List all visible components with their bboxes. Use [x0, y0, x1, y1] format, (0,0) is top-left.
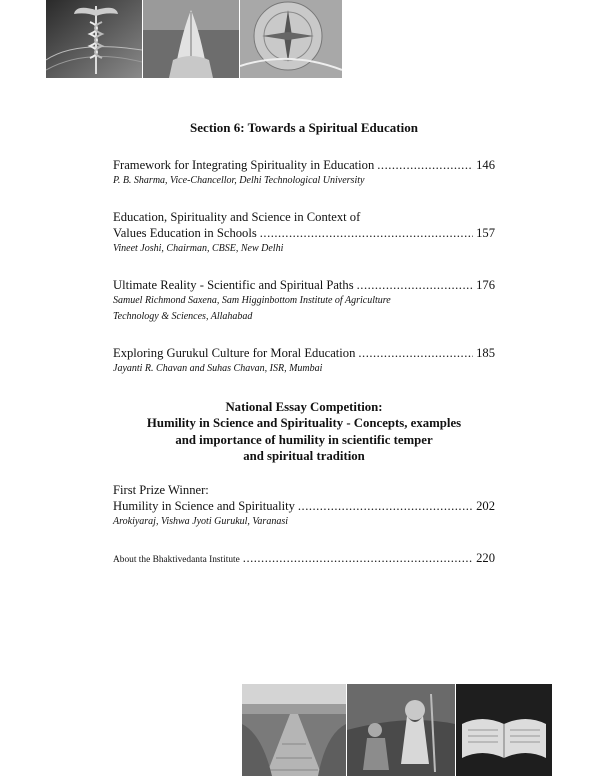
page-number: 176: [476, 278, 495, 292]
open-book-photo: [456, 684, 552, 776]
caduceus-photo: [46, 0, 142, 78]
prize-label: First Prize Winner:: [113, 483, 209, 498]
bottom-image-strip: [242, 684, 552, 776]
essay-heading-line: and spiritual tradition: [243, 448, 365, 463]
leader-dots: [377, 157, 473, 173]
praying-hands-photo: [143, 0, 239, 78]
leader-dots: [298, 498, 473, 514]
table-of-contents: [113, 120, 495, 568]
entry-author: Jayanti R. Chavan and Suhas Chavan, ISR, Mumbai: [113, 363, 323, 374]
sage-with-student-painting: [347, 684, 455, 776]
page-number: 202: [476, 499, 495, 514]
leader-dots: [260, 225, 473, 241]
essay-heading-line: Humility in Science and Spirituality - Concepts, examples: [146, 416, 462, 431]
compass-photo: [240, 0, 342, 78]
toc-entry-about[interactable]: [113, 550, 495, 568]
entry-title: Ultimate Reality - Scientific and Spiritual Paths: [113, 278, 354, 292]
essay-heading-line: National Essay Competition:: [225, 400, 383, 414]
toc-entry[interactable]: [113, 277, 495, 325]
boardwalk-path-photo: [242, 684, 346, 776]
toc-entry[interactable]: [113, 209, 495, 257]
entry-title: Education, Spirituality and Science in Context of: [113, 210, 361, 224]
entry-author: Samuel Richmond Saxena, Sam Higginbottom Institute of Agriculture: [113, 295, 391, 306]
entry-title: About the Bhaktivedanta Institute: [113, 555, 240, 566]
entry-author: Arokiyaraj, Vishwa Jyoti Gurukul, Varanasi: [113, 516, 288, 528]
page-number: 185: [476, 346, 495, 360]
leader-dots: [357, 277, 473, 293]
essay-heading-line: and importance of humility in scientific temper: [175, 432, 433, 447]
entry-title: Humility in Science and Spirituality: [113, 499, 295, 514]
toc-entry[interactable]: [113, 345, 495, 377]
entry-title: Framework for Integrating Spirituality in Education: [113, 158, 375, 172]
section-title: Section 6: Towards a Spiritual Education: [190, 120, 418, 135]
top-image-strip: [46, 0, 342, 78]
essay-heading: [113, 399, 495, 464]
entry-author: Vineet Joshi, Chairman, CBSE, New Delhi: [113, 243, 284, 254]
entry-author-cont: Technology & Sciences, Allahabad: [113, 311, 253, 322]
leader-dots: [358, 345, 473, 361]
page-number: 157: [476, 226, 495, 240]
toc-entry[interactable]: [113, 157, 495, 189]
page-number: 220: [476, 551, 495, 566]
leader-dots: [243, 550, 473, 566]
entry-title: Exploring Gurukul Culture for Moral Education: [113, 346, 356, 360]
entry-title-cont: Values Education in Schools: [113, 226, 257, 240]
toc-entry-essay[interactable]: [113, 482, 495, 530]
page-number: 146: [476, 158, 495, 172]
entry-author: P. B. Sharma, Vice-Chancellor, Delhi Technological University: [113, 175, 365, 186]
